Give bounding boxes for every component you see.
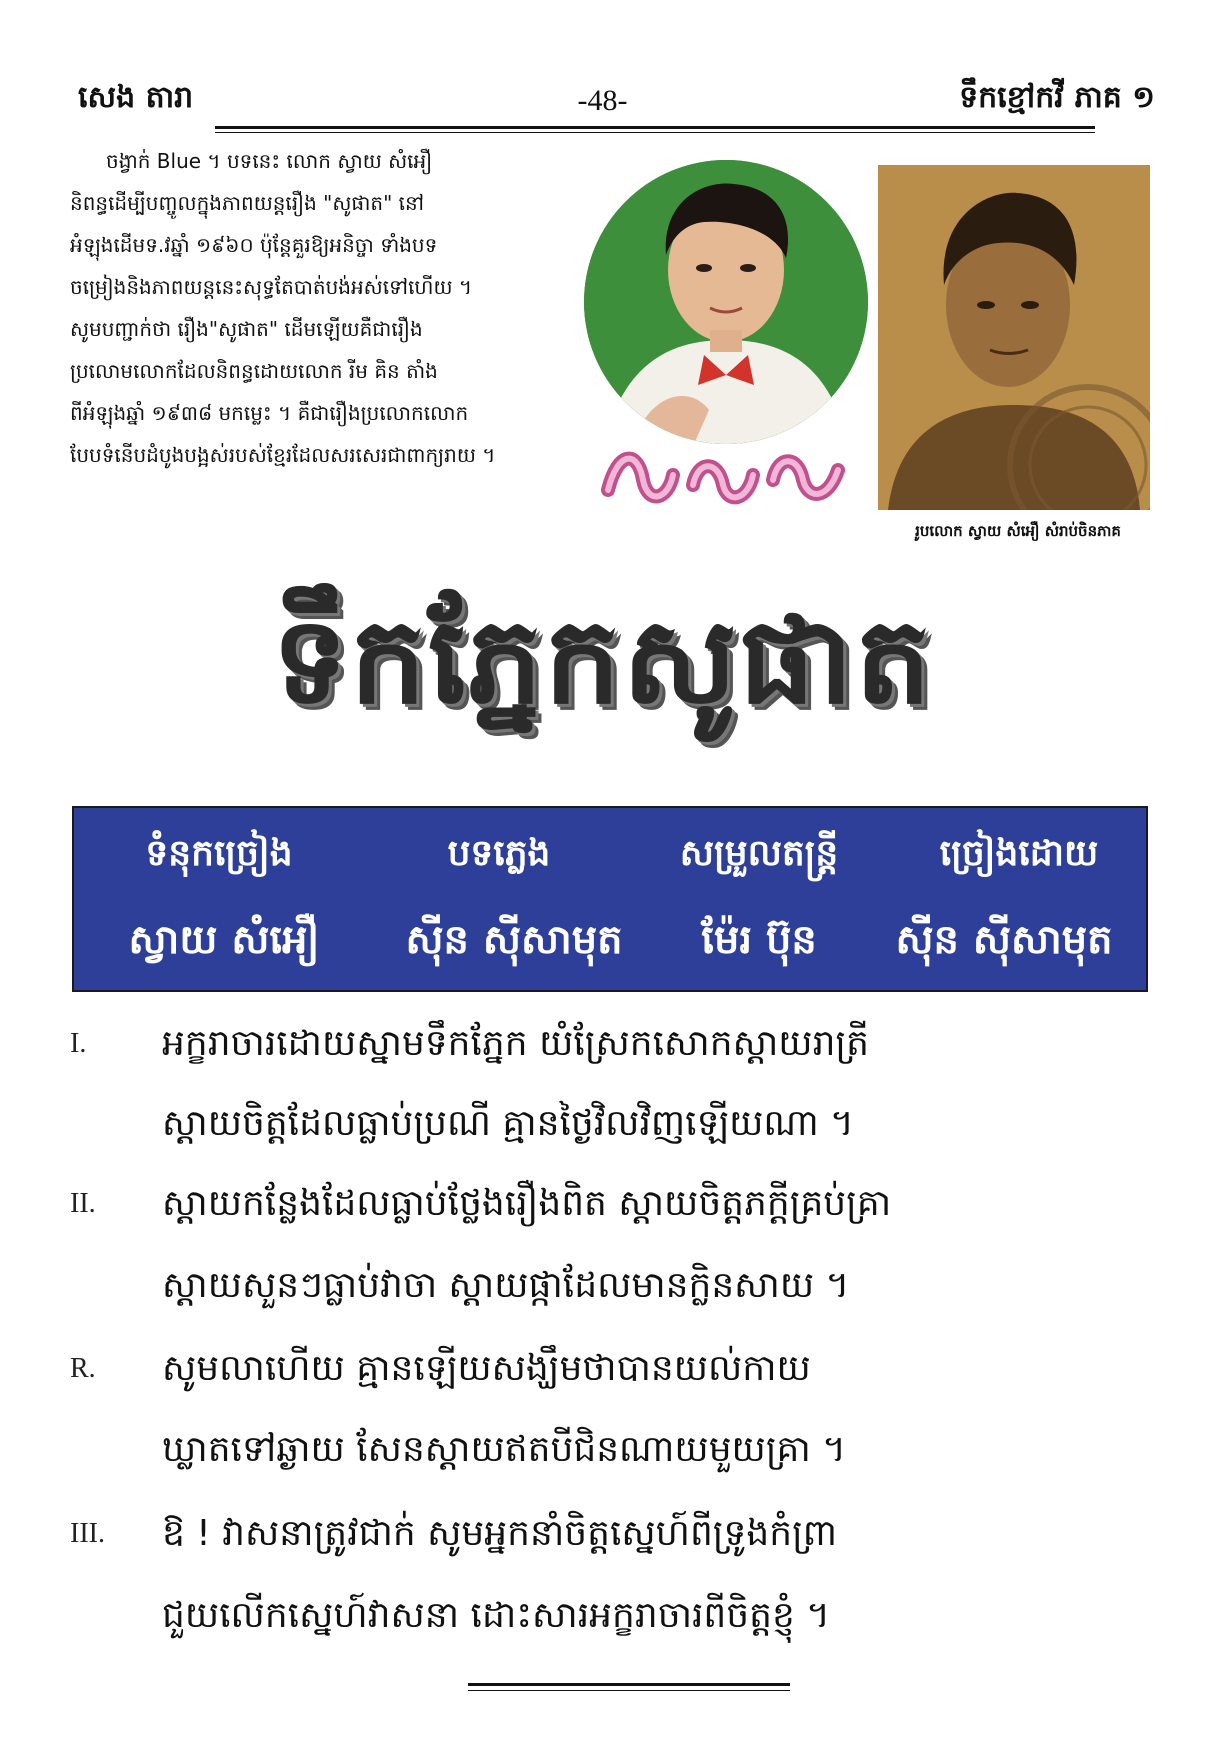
verse-number: I. — [70, 1028, 87, 1059]
end-rule-thin — [468, 1690, 790, 1691]
credits-box — [72, 806, 1148, 992]
header-rule-thin — [215, 132, 1095, 133]
author-photo-illustration — [878, 165, 1150, 510]
intro-line: និពន្ធដើម្បីបញ្ចូលក្នុងភាពយន្តរឿង "សូផាត" នៅ — [70, 191, 425, 215]
singer-portrait — [584, 160, 868, 444]
singer-portrait-illustration — [584, 160, 868, 444]
end-rule — [468, 1683, 790, 1686]
signature-graphic — [598, 430, 848, 515]
verse-number: II. — [70, 1188, 96, 1219]
author-photo — [878, 165, 1150, 510]
intro-line: បែបទំនើបដំបូងបង្អស់របស់ខ្មែរដែលសរសេរជាពាក្យរាយ ។ — [70, 443, 496, 467]
credit-role-lyrics: ទំនុកច្រៀង — [145, 833, 293, 874]
lyric-text: ឱ ! វាសនាត្រូវជាក់ សូមអ្នកនាំចិត្តស្នេហ៍ពីទ្រូងកំព្រា — [162, 1513, 838, 1554]
photo-caption: រូបលោក ស្វាយ សំអឿ សំរាប់ចិនភាគ — [915, 522, 1121, 540]
lyric-text: ស្តាយចិត្តដែលធ្លាប់ប្រណី គ្មានថ្ងៃវិលវិញឡើយណា ។ — [162, 1103, 854, 1144]
credit-role-arrangement: សម្រួលតន្ត្រី — [679, 833, 839, 874]
intro-line: ពីអំឡុងឆ្នាំ ១៩៣៨ មកម្លេះ ។ គឺជារឿងប្រលោកលោក — [70, 401, 469, 425]
book-title: ទឹកខ្មៅកវី ភាគ ១ — [959, 80, 1155, 115]
lyric-text: ឃ្លាតទៅឆ្ងាយ សែនស្តាយឥតបីជិនណាយមួយគ្រា ។ — [162, 1429, 846, 1470]
credit-name-lyrics: ស្វាយ សំអឿ — [128, 917, 320, 963]
intro-line: ចង្វាក់ Blue ។ បទនេះ លោក ស្វាយ សំអឿ — [106, 149, 433, 173]
credit-name-singer: ស៊ីន ស៊ីសាមុត — [895, 917, 1113, 963]
intro-line: ប្រលោមលោកដែលនិពន្ធដោយលោក រីម គិន តាំង — [70, 359, 438, 383]
verse-number: III. — [70, 1518, 105, 1549]
verse-number: R. — [70, 1353, 96, 1384]
intro-line: សូមបញ្ជាក់ថា រឿង"សូផាត" ដើមឡើយគឺជារឿង — [70, 317, 423, 341]
lyric-text: ជួយលើកស្នេហ៍វាសនា ដោះសារអក្ខរាចារពីចិត្តខ្ញុំ ។ — [162, 1595, 831, 1636]
lyric-text: សូមលាហើយ គ្មានឡើយសង្ឃឹមថាបានយល់កាយ — [162, 1348, 811, 1389]
header-rule — [215, 126, 1095, 129]
page-number: -48- — [577, 84, 628, 117]
lyric-text: ស្តាយសួនៗធ្លាប់វាចា ស្តាយផ្កាដែលមានក្លិនសាយ ។ — [162, 1265, 850, 1306]
credit-role-melody: បទភ្លេង — [447, 833, 551, 874]
lyric-text: អក្ខរាចារដោយស្នាមទឹកភ្នែក យំស្រែកសោកស្តាយរាត្រី — [162, 1023, 870, 1064]
intro-line: ចម្រៀងនិងភាពយន្តនេះសុទ្ធតែបាត់បង់អស់ទៅហើយ ។ — [70, 275, 473, 299]
credit-name-melody: ស៊ីន ស៊ីសាមុត — [405, 917, 623, 963]
credit-name-arrangement: ម៉ែរ ប៊ុន — [701, 917, 817, 963]
song-title: ទឹកភ្នែកសូផាត — [271, 592, 934, 731]
credit-role-singer: ច្រៀងដោយ — [939, 833, 1099, 874]
book-author: សេង តារា — [78, 80, 194, 115]
intro-paragraph — [70, 140, 590, 476]
lyric-text: ស្តាយកន្លែងដែលធ្លាប់ថ្លែងរឿងពិត ស្តាយចិត្តភក្តីគ្រប់គ្រា — [162, 1183, 892, 1224]
intro-line: អំឡុងដើមទ.វឆ្នាំ ១៩៦០ ប៉ុន្តែគួរឱ្យអនិច្ចា ទាំងបទ — [70, 233, 438, 257]
